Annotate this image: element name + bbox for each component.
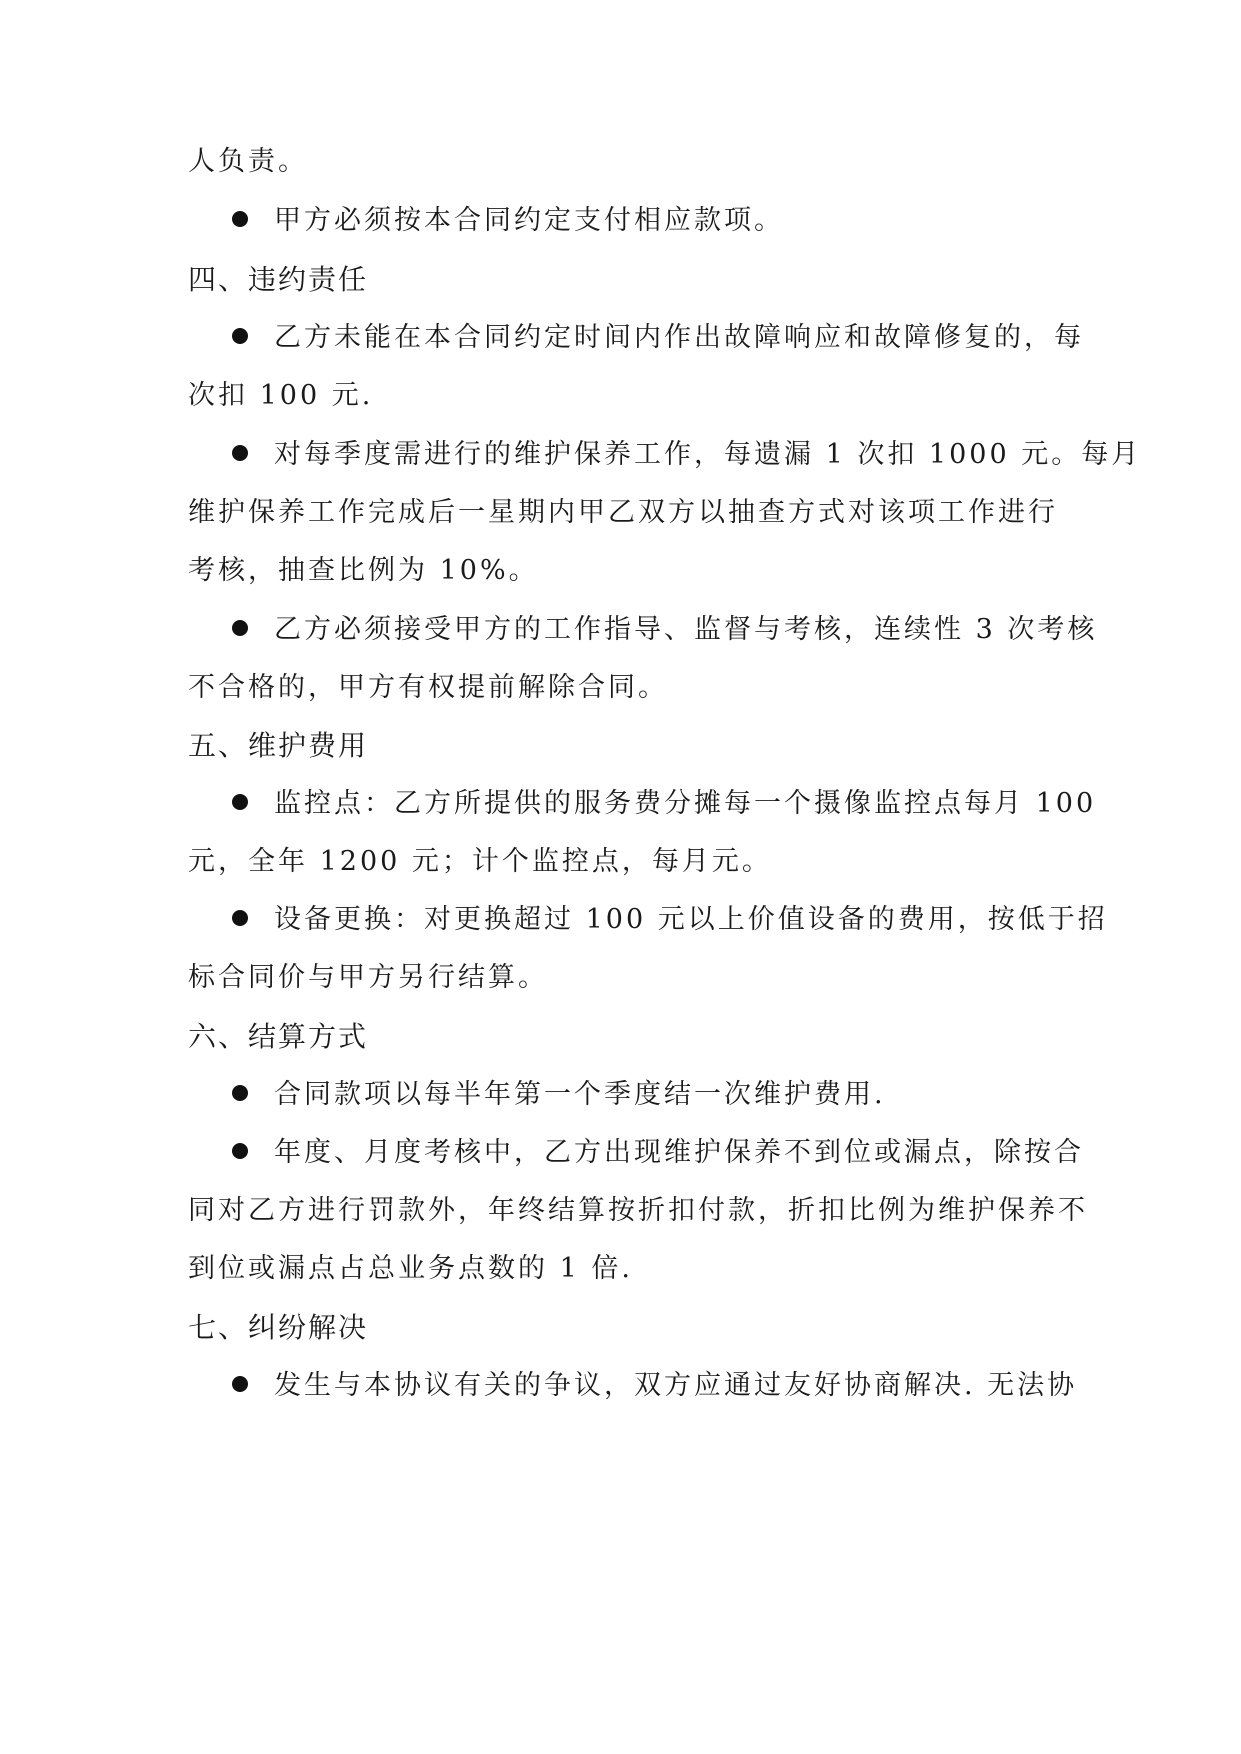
- bullet-text: 乙方未能在本合同约定时间内作出故障响应和故障修复的，每: [274, 322, 1084, 353]
- bullet-text: 设备更换：对更换超过 100 元以上价值设备的费用，按低于招: [274, 904, 1108, 935]
- bullet-text: 年度、月度考核中，乙方出现维护保养不到位或漏点，除按合: [274, 1137, 1084, 1168]
- bullet-continuation: 同对乙方进行罚款外，年终结算按折扣付款，折扣比例为维护保养不: [188, 1195, 1088, 1226]
- bullet-continuation: 考核，抽查比例为 10%。: [188, 555, 539, 586]
- bullet-item: [232, 902, 1108, 938]
- continuation-text: 人负责。: [188, 146, 308, 177]
- bullet-item: [232, 320, 1084, 356]
- bullet-continuation: 标合同价与甲方另行结算。: [188, 962, 548, 993]
- bullet-item: [232, 786, 1096, 822]
- bullet-continuation: 次扣 100 元.: [188, 380, 374, 411]
- bullet-text: 监控点：乙方所提供的服务费分摊每一个摄像监控点每月 100: [274, 788, 1097, 819]
- bullet-icon: [232, 328, 248, 344]
- bullet-item: [232, 1368, 1077, 1404]
- bullet-item: [232, 612, 1097, 648]
- bullet-continuation: 到位或漏点占总业务点数的 1 倍.: [188, 1253, 633, 1284]
- section-heading-7: 七、纠纷解决: [188, 1311, 369, 1344]
- bullet-item: [232, 437, 1141, 473]
- bullet-icon: [232, 1376, 248, 1392]
- section-heading-6: 六、结算方式: [188, 1020, 369, 1053]
- bullet-text: 乙方必须接受甲方的工作指导、监督与考核，连续性 3 次考核: [274, 614, 1098, 645]
- bullet-item: [232, 1077, 886, 1113]
- bullet-icon: [232, 794, 248, 810]
- bullet-icon: [232, 445, 248, 461]
- section-heading-4: 四、违约责任: [188, 263, 369, 296]
- bullet-icon: [232, 211, 248, 227]
- bullet-icon: [232, 1143, 248, 1159]
- section-heading-5: 五、维护费用: [188, 729, 369, 762]
- bullet-text: 甲方必须按本合同约定支付相应款项。: [274, 205, 784, 236]
- bullet-text: 合同款项以每半年第一个季度结一次维护费用.: [274, 1079, 886, 1110]
- bullet-text: 发生与本协议有关的争议，双方应通过友好协商解决. 无法协: [274, 1370, 1078, 1401]
- bullet-item: [232, 1135, 1084, 1171]
- bullet-continuation: 不合格的，甲方有权提前解除合同。: [188, 672, 668, 703]
- bullet-icon: [232, 1085, 248, 1101]
- bullet-icon: [232, 620, 248, 636]
- bullet-text: 对每季度需进行的维护保养工作，每遗漏 1 次扣 1000 元。每月: [274, 439, 1142, 470]
- bullet-item: [232, 203, 784, 239]
- bullet-continuation: 元，全年 1200 元；计个监控点，每月元。: [188, 846, 772, 877]
- bullet-continuation: 维护保养工作完成后一星期内甲乙双方以抽查方式对该项工作进行: [188, 497, 1058, 528]
- bullet-icon: [232, 910, 248, 926]
